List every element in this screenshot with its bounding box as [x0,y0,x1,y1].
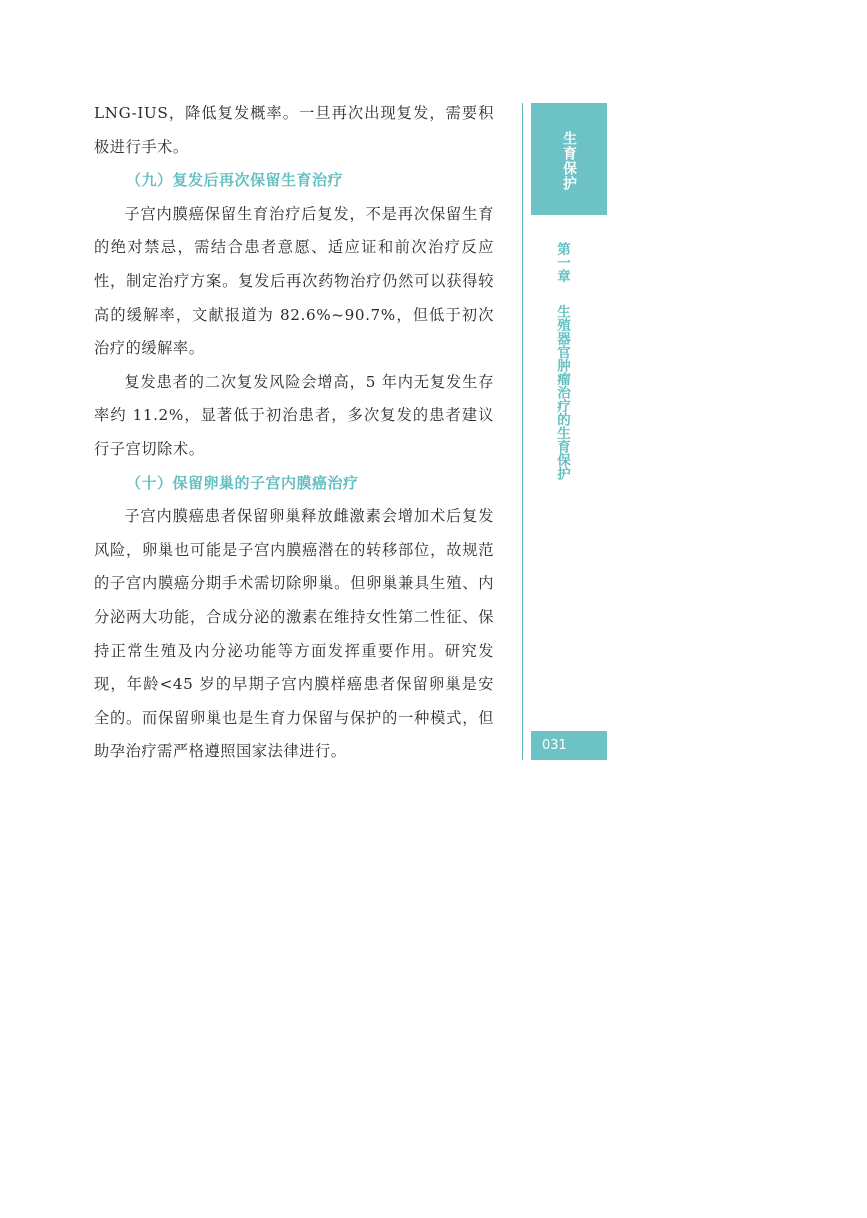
sidebar-divider-line [522,103,523,760]
paragraph-ovary-preservation: 子宫内膜癌患者保留卵巢释放雌激素会增加术后复发风险，卵巢也可能是子宫内膜癌潜在的转移部位，故规范的子宫内膜癌分期手术需切除卵巢。但卵巢兼具生殖、内分泌两大功能，合成分泌的激素在维持女性第二性征、保持正常生殖及内分泌功能等方面发挥重要作用。研究发现，年龄<45 岁的早期子宫内膜样癌患者保留卵巢是安全的。而保留卵巢也是生育力保留与保护的一种模式，但助孕治疗需严格遵照国家法律进行。 [94,507,494,761]
body-text-column [94,97,494,769]
section-heading-9: （九）复发后再次保留生育治疗 [126,171,344,190]
chapter-title: 生殖器官肿瘤治疗的生育保护 [554,304,570,480]
paragraph-continuation: LNG-IUS，降低复发概率。一旦再次出现复发，需要积极进行手术。 [94,104,494,156]
section-tab [531,103,607,215]
page-number: 031 [531,731,607,760]
section-heading-10: （十）保留卵巢的子宫内膜癌治疗 [126,473,359,492]
paragraph-second-recurrence: 复发患者的二次复发风险会增高，5 年内无复发生存率约 11.2%，显著低于初治患者，多次复发的患者建议行子宫切除术。 [94,372,494,458]
chapter-label [552,242,572,480]
paragraph-recurrence-treatment: 子宫内膜癌保留生育治疗后复发，不是再次保留生育的绝对禁忌，需结合患者意愿、适应证和前次治疗反应性，制定治疗方案。复发后再次药物治疗仍然可以获得较高的缓解率，文献报道为 82.6%~90.7%，但低于初次治疗的缓解率。 [94,204,494,358]
chapter-number: 第一章 [554,242,570,283]
section-tab-label: 生育保护 [561,131,577,191]
